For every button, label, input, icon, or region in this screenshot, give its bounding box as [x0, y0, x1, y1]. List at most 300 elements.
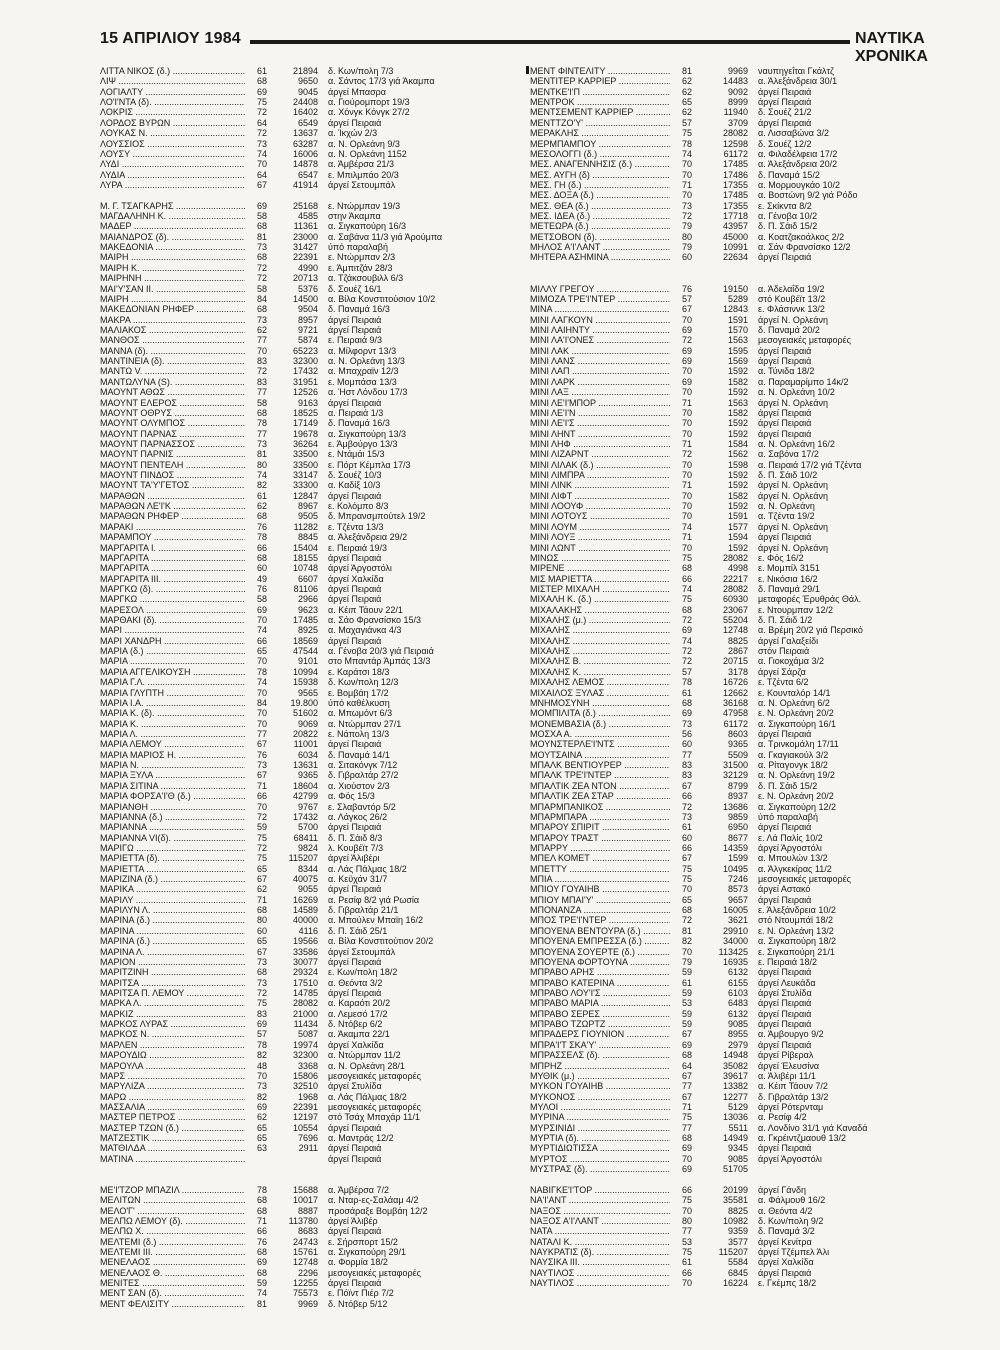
build-year: 62	[681, 107, 692, 118]
tonnage: 4990	[297, 262, 318, 273]
ship-row	[100, 1081, 510, 1091]
ship-status: άργεί Ρίβεραλ	[758, 1050, 814, 1061]
ship-status: άργεί Πειραιά	[758, 345, 812, 356]
ship-row	[100, 470, 510, 480]
ship-row	[530, 646, 990, 656]
ship-status: α. Άμβέρσα 7/2	[328, 1184, 389, 1195]
ship-name: ΜΑΚΕΔΟΝΙΑΝ ΡΗΦΕΡ .....	[100, 304, 245, 314]
build-year: 68	[681, 905, 692, 916]
build-year: 72	[256, 987, 267, 998]
ship-name: ΜΑΟΥΝΤ ΟΛΥΜΠΟΣ .....	[100, 418, 245, 428]
ship-name: ΜΑΔΕΡ .....	[100, 221, 245, 231]
build-year: 66	[256, 542, 267, 553]
ship-name: ΜΑΡΙΑ ΣΙΤΙΝΑ .....	[100, 781, 245, 791]
ship-name: ΜΕΣ. ΑΝΑΓΕΝΝΗΣΙΣ (δ.) .....	[530, 159, 670, 169]
ship-name: ΜΙΣΤΕΡ ΜΙΧΑΛΗ .....	[530, 584, 670, 594]
ship-row	[100, 833, 510, 843]
tonnage: 1592	[727, 387, 748, 398]
ship-status: α. Ήστ Λόνδου 17/3	[328, 387, 408, 398]
tonnage: 14483	[722, 76, 748, 87]
ship-name: ΜΠΑΛΚ ΤΡΕ'Ι'ΝΤΕΡ .....	[530, 770, 670, 780]
build-year: 68	[256, 905, 267, 916]
build-year: 80	[256, 915, 267, 926]
build-year: 70	[681, 511, 692, 522]
ship-name: ΜΠΑΡΜΠΑΡΑ .....	[530, 812, 670, 822]
ship-row	[530, 221, 990, 231]
ship-name: ΜΕΝΕΛΑΟΣ Θ. .....	[100, 1268, 245, 1278]
ship-name: ΜΙΝΙ ΛΕ'Ι'Ν .....	[530, 408, 670, 418]
tonnage: 20822	[292, 729, 318, 739]
ship-name: ΜΟΥΝΣΤΕΡΛΕ'Ι'ΝΤΣ .....	[530, 739, 670, 749]
tonnage: 41914	[292, 179, 318, 190]
ship-status: α. Ν. Ορλεάνη 19/2	[758, 770, 835, 781]
build-year: 68	[681, 1133, 692, 1144]
ship-name: ΜΠΟΣ ΤΡΕ'Ι'ΝΤΕΡ .....	[530, 915, 670, 925]
ship-row	[530, 1009, 990, 1019]
tonnage: 33147	[292, 470, 318, 481]
ship-row	[530, 315, 990, 325]
ship-name: ΜΟΣΧΑ Α. .....	[530, 729, 670, 739]
ship-name: ΜΙΧΑΛΗΣ .....	[530, 646, 670, 656]
build-year: 69	[681, 345, 692, 356]
list-spacer	[100, 190, 510, 200]
ship-row	[100, 1133, 510, 1143]
ship-name: ΜΑΡΙΤΣΑ Π. ΛΕΜΟΥ .....	[100, 988, 245, 998]
ship-name: ΜΑΡΙΟΝ .....	[100, 957, 245, 967]
build-year: 80	[681, 231, 692, 242]
ship-row	[530, 139, 990, 149]
tonnage: 16935	[722, 956, 748, 967]
ship-name: ΜΑΡΙΛΥ .....	[100, 895, 245, 905]
tonnage: 9359	[727, 1226, 748, 1237]
ship-status: άργεί Πειραιά	[328, 552, 382, 563]
tonnage: 115207	[718, 1246, 748, 1257]
ship-row	[100, 170, 510, 180]
build-year: 71	[256, 780, 267, 791]
ship-name: ΜΑΝΝΑ (δ). .....	[100, 346, 245, 356]
tonnage: 16006	[292, 148, 318, 159]
ship-name: ΜΑΡΚΙΖ .....	[100, 1009, 245, 1019]
list-spacer	[530, 1174, 990, 1184]
ship-row	[100, 636, 510, 646]
ship-row	[530, 1019, 990, 1029]
ship-status: στό Τσάχ Μπαχάρ 11/1	[328, 1112, 420, 1123]
ship-name: ΜΑΡΙΝΑ (δ.) .....	[100, 915, 245, 925]
ship-name: ΜΙΝΙ ΛΗΦ .....	[530, 439, 670, 449]
build-year: 69	[256, 200, 267, 211]
ship-row	[530, 791, 990, 801]
ship-row	[100, 802, 510, 812]
ship-status: α. Πειραιά 17/2 γιά Τζέντα	[758, 459, 862, 470]
tonnage: 5289	[727, 293, 748, 304]
ship-name: ΜΕΝΤ ΣΑΝ (δ). .....	[100, 1288, 245, 1298]
ship-name: ΜΑΡΙ .....	[100, 625, 245, 635]
tonnage: 6547	[297, 169, 318, 180]
tonnage: 23067	[722, 604, 748, 615]
ship-row	[530, 377, 990, 387]
ship-status: α. Κεϋχάν 31/7	[328, 874, 388, 885]
ship-row	[100, 1143, 510, 1153]
tonnage: 17355	[722, 200, 748, 211]
ship-status: α. Γένοβα 10/2	[758, 211, 818, 222]
ship-status: άργεί Αστακό	[758, 884, 811, 895]
ship-name: ΜΕΡΑΚΛΗΣ .....	[530, 128, 670, 138]
tonnage: 5129	[727, 1101, 748, 1112]
ship-status: α. Βρέμη 20/2 γιά Περσικό	[758, 625, 863, 636]
ship-status: α. Ν. Ορλεάνη 1152	[328, 148, 407, 159]
ship-status: α. Καδίξ 10/3	[328, 480, 381, 491]
ship-row	[100, 605, 510, 615]
tonnage: 6845	[727, 1267, 748, 1278]
ship-row	[100, 501, 510, 511]
build-year: 67	[681, 1091, 692, 1102]
ship-name: ΜΑΙΑΝΔΡΟΣ (δ). .....	[100, 232, 245, 242]
ship-status: ε. Τζέντα 13/3	[328, 521, 384, 532]
ship-status: α. Τζέντα 19/2	[758, 511, 815, 522]
ship-row	[100, 118, 510, 128]
ship-name: ΜΑΡΩ .....	[100, 1092, 245, 1102]
build-year: 59	[256, 822, 267, 833]
ship-row	[100, 366, 510, 376]
build-year: 68	[681, 563, 692, 574]
ship-name: ΜΠΡΑΒΟ ΜΑΡΙΑ .....	[530, 998, 670, 1008]
ship-status: άργεί Πειραιά	[328, 397, 382, 408]
tonnage: 8573	[727, 884, 748, 895]
tonnage: 15688	[292, 1184, 318, 1195]
ship-name: ΜΑΡΟΥΛΑ .....	[100, 1061, 245, 1071]
tonnage: 14785	[292, 987, 318, 998]
build-year: 70	[681, 190, 692, 201]
build-year: 60	[256, 563, 267, 574]
tonnage: 6950	[727, 822, 748, 833]
ship-name: ΜΙΝΙ ΛΙΜΠΡΑ .....	[530, 470, 670, 480]
ship-name: ΜΑΡΙΑ Ι.Α. .....	[100, 698, 245, 708]
ship-row	[100, 1185, 510, 1195]
tonnage: 10748	[292, 563, 318, 574]
ship-status: άργεί Πειραιά	[758, 894, 812, 905]
ship-name: ΜΑΟΥΝΤ ΑΘΩΣ .....	[100, 387, 245, 397]
ship-status: α. Άμβέρσα 21/3	[328, 159, 394, 170]
ship-row	[530, 232, 990, 242]
ship-row	[530, 1226, 990, 1236]
ship-status: ε. Κολόμπο 8/3	[328, 501, 389, 512]
list-spacer	[530, 263, 990, 273]
publication-title: ΝΑΥΤΙΚΑ ΧΡΟΝΙΚΑ	[855, 30, 928, 65]
build-year: 58	[256, 211, 267, 222]
ship-status: άργεί Κενίτρα	[758, 1236, 812, 1247]
ship-name: ΜΙΛΛΥ ΓΡΕΓΟΥ .....	[530, 284, 670, 294]
ship-row	[530, 429, 990, 439]
build-year: 70	[681, 946, 692, 957]
ship-row	[100, 926, 510, 936]
ship-row	[530, 128, 990, 138]
build-year: 66	[681, 573, 692, 584]
ship-name: ΜΕΡΜΠΑΜΠΟΥ .....	[530, 139, 670, 149]
ship-row	[530, 107, 990, 117]
ship-name: ΜΑΡΙΑ (δ.) .....	[100, 646, 245, 656]
build-year: 61	[681, 822, 692, 833]
ship-name: ΜΑΡΙΑ ΦΟΡΣΑ'Ι'Θ (δ.) .....	[100, 791, 245, 801]
ship-status: άργεί Πειραιά	[758, 428, 812, 439]
ship-status: άργεί Γάνδη	[758, 1184, 807, 1195]
ship-status: άργεί Σάρζα	[758, 666, 806, 677]
ship-row	[100, 128, 510, 138]
ship-status: δ. Μπρανσμπούτελ 19/2	[328, 511, 426, 522]
ship-name: ΜΕ'Ι'ΤΖΟΡ ΜΠΑΖΙΛ .....	[100, 1185, 245, 1195]
build-year: 67	[256, 179, 267, 190]
ship-status: α. Ρίταγονγκ 18/2	[758, 760, 828, 771]
ship-status: ε. Μομπάσα 13/3	[328, 376, 397, 387]
ship-row	[100, 781, 510, 791]
ship-name: ΜΠΙΟΥ ΜΠΑΙ'Υ' .....	[530, 895, 670, 905]
ship-name: ΜΙΝΙ ΛΑΞ .....	[530, 387, 670, 397]
build-year: 58	[256, 397, 267, 408]
ship-name: ΜΙΧΑΛΗΣ Κ. .....	[530, 667, 670, 677]
ship-row	[100, 553, 510, 563]
build-year: 75	[256, 832, 267, 843]
ship-name: ΜΕΝΙΤΕΣ .....	[100, 1278, 245, 1288]
ship-status: μεσογειακές μεταφορές	[328, 1267, 421, 1278]
build-year: 75	[681, 1246, 692, 1257]
ship-name: ΝΑΥΣΙΚΑ ΙΙΙ. .....	[530, 1257, 670, 1267]
ship-row	[100, 822, 510, 832]
tonnage: 8799	[727, 780, 748, 791]
ship-row	[530, 252, 990, 262]
ship-name: ΜΠΡΑΒΟ ΚΑΤΕΡΙΝΑ .....	[530, 978, 670, 988]
tonnage: 28082	[722, 583, 748, 594]
ship-status: α. Άλεξάνδρεια 20/2	[758, 159, 838, 170]
tonnage: 9859	[727, 811, 748, 822]
ship-status: στην Άκαμπα	[328, 211, 381, 222]
ship-row	[100, 947, 510, 957]
build-year: 70	[256, 718, 267, 729]
ship-status: ε. Φλάσιννκ 13/2	[758, 304, 825, 315]
build-year: 58	[256, 594, 267, 605]
ship-status: ύπό καθέλκυση	[328, 697, 390, 708]
tonnage: 12277	[722, 1091, 748, 1102]
build-year: 68	[681, 604, 692, 615]
tonnage: 12526	[292, 387, 318, 398]
ship-row	[100, 1226, 510, 1236]
ship-name: ΜΑΡΑΘΩΝ ΡΗΦΕΡ .....	[100, 511, 245, 521]
ship-status: άργεί Ν. Ορλεάνη	[758, 521, 829, 532]
ship-row	[530, 978, 990, 988]
tonnage: 6155	[727, 977, 748, 988]
ship-row	[100, 532, 510, 542]
tonnage: 15761	[292, 1246, 318, 1257]
ship-row	[100, 915, 510, 925]
ship-status: μεσογειακές μεταφορές	[328, 1070, 421, 1081]
ship-row	[100, 1019, 510, 1029]
tonnage: 5874	[297, 335, 318, 346]
build-year: 80	[256, 459, 267, 470]
ship-row	[530, 1247, 990, 1257]
tonnage: 10994	[292, 666, 318, 677]
tonnage: 6607	[297, 573, 318, 584]
build-year: 65	[681, 894, 692, 905]
ship-name: ΜΠΕΛ ΚΟΜΕΤ .....	[530, 853, 670, 863]
ship-status: α. Μίλφορντ 13/3	[328, 345, 397, 356]
tonnage: 22634	[722, 252, 748, 263]
ship-status: α. Τζάκσουβιλλ 6/3	[328, 273, 404, 284]
ship-row	[100, 615, 510, 625]
tonnage: 45000	[722, 231, 748, 242]
ship-row	[530, 915, 990, 925]
tonnage: 19150	[722, 283, 748, 294]
ship-name: ΜΕΝΤΤΖΟ'Υ' .....	[530, 118, 670, 128]
build-year: 83	[681, 770, 692, 781]
ship-status: ε. Πειραιά 18/2	[758, 956, 818, 967]
ship-row	[530, 656, 990, 666]
ship-name: ΜΑΝΤΙΝΕΙΑ (δ). .....	[100, 356, 245, 366]
build-year: 68	[256, 252, 267, 263]
ship-row	[100, 543, 510, 553]
ship-status: ε. Γκέμπς 18/2	[758, 1278, 817, 1289]
ship-row	[530, 1257, 990, 1267]
ship-status: άργεί Λευκάδα	[758, 977, 816, 988]
ship-row	[100, 429, 510, 439]
ship-name: ΜΟΜΠΙΛΙΤΑ (δ.) .....	[530, 708, 670, 718]
tonnage: 22391	[292, 252, 318, 263]
ship-name: ΜΑΡΙΓΩ .....	[100, 843, 245, 853]
ship-row	[100, 1092, 510, 1102]
ship-name: ΜΙΧΑΛΗ Κ. (δ.) .....	[530, 594, 670, 604]
ship-row	[100, 97, 510, 107]
ship-name: ΜΙΝΙ ΛΟΥΜ .....	[530, 522, 670, 532]
build-year: 70	[681, 428, 692, 439]
ship-row	[100, 584, 510, 594]
build-year: 70	[681, 884, 692, 895]
ship-row	[530, 408, 990, 418]
ship-name: ΜΙΝΙ ΛΑΡΚ .....	[530, 377, 670, 387]
ship-name: ΜΗΤΕΡΑ ΑΣΗΜΙΝΑ .....	[530, 252, 670, 262]
tonnage: 6483	[727, 998, 748, 1009]
tonnage: 8955	[727, 1029, 748, 1040]
ship-status: α. Ίκχών 2/3	[328, 128, 378, 139]
ship-row	[100, 884, 510, 894]
ship-status: α. Ν. Ορλεάνη 28/1	[328, 1060, 405, 1071]
build-year: 69	[681, 708, 692, 719]
ship-name: ΜΑΤΖΕΣΤΙΚ .....	[100, 1133, 245, 1143]
build-year: 61	[681, 977, 692, 988]
ship-name: ΜΑΡΛΕΝ .....	[100, 1040, 245, 1050]
ship-status: α. Λονδίνο 31/1 γιά Καναδά	[758, 1122, 868, 1133]
build-year: 69	[256, 86, 267, 97]
ship-status: α. Σιγκαπούρη 16/3	[328, 221, 407, 232]
tonnage: 34000	[722, 936, 748, 947]
ship-row	[100, 491, 510, 501]
tonnage: 8999	[727, 97, 748, 108]
ship-row	[100, 460, 510, 470]
tonnage: 51602	[292, 708, 318, 719]
ship-list-right-column	[530, 66, 990, 1288]
build-year: 74	[681, 583, 692, 594]
build-year: 66	[681, 842, 692, 853]
build-year: 64	[256, 117, 267, 128]
build-year: 67	[681, 1070, 692, 1081]
ship-status: δ. Παναμά 14/1	[328, 749, 390, 760]
ship-status: άργεί Πειραιά	[328, 1122, 382, 1133]
ship-name: ΜΙΝΙ ΛΑΝΣ .....	[530, 356, 670, 366]
tonnage: 1569	[727, 356, 748, 367]
build-year: 81	[681, 66, 692, 76]
ship-status: α. Γιοκοχάμα 3/2	[758, 656, 825, 667]
build-year: 56	[681, 729, 692, 739]
ship-status: ε. Ντώρμπαν 2/3	[328, 252, 396, 263]
ship-row	[100, 284, 510, 294]
ship-status: άργεί Πειραιά	[758, 1008, 812, 1019]
tonnage: 1570	[727, 324, 748, 335]
tonnage: 1577	[727, 521, 748, 532]
tonnage: 9565	[297, 687, 318, 698]
tonnage: 13686	[722, 801, 748, 812]
ship-status: ε. Νάπολη 13/3	[328, 729, 390, 739]
ship-name: ΜΝΗΜΟΣΥΝΗ .....	[530, 698, 670, 708]
build-year: 62	[256, 884, 267, 895]
ship-row	[530, 543, 990, 553]
build-year: 71	[681, 1101, 692, 1112]
tonnage: 9824	[297, 842, 318, 853]
build-year: 72	[681, 656, 692, 667]
build-year: 82	[256, 1091, 267, 1102]
tonnage: 19678	[292, 428, 318, 439]
ship-status: άργεί Πειραιά	[758, 998, 812, 1009]
ship-row	[530, 770, 990, 780]
build-year: 81	[681, 925, 692, 936]
ship-row	[530, 998, 990, 1008]
ship-name: ΜΑΓΔΑΛΗΝΗ Κ. .....	[100, 211, 245, 221]
tonnage: 9045	[297, 86, 318, 97]
ship-row	[100, 356, 510, 366]
tonnage: 28082	[292, 998, 318, 1009]
tonnage: 18155	[292, 552, 318, 563]
ship-name: ΝΑΤΑ .....	[530, 1226, 670, 1236]
build-year: 69	[681, 1039, 692, 1050]
ship-row	[100, 1102, 510, 1112]
tonnage: 28082	[722, 552, 748, 563]
ship-status: άργεί Πειραιά	[758, 86, 812, 97]
ship-name: ΜΕΣ. ΑΥΓΗ (δ) .....	[530, 170, 670, 180]
tonnage: 14878	[292, 159, 318, 170]
tonnage: 12843	[722, 304, 748, 315]
tonnage: 32300	[292, 356, 318, 367]
ship-row	[530, 1112, 990, 1122]
ship-name: ΜΠΙΟΥ ΓΟΥΑΙΗΒ .....	[530, 884, 670, 894]
build-year: 70	[681, 407, 692, 418]
ship-status: δ. Σουέζ 10/3	[328, 470, 382, 481]
tonnage: 39617	[722, 1070, 748, 1081]
ship-status: α. Ν. Ορλεάνη 10/2	[758, 387, 835, 398]
build-year: 75	[681, 863, 692, 874]
ship-row	[100, 522, 510, 532]
build-year: 69	[681, 1143, 692, 1154]
ship-status: δ. Π. Σάιδ 15/2	[758, 221, 818, 232]
ship-row	[530, 170, 990, 180]
tonnage: 24743	[292, 1236, 318, 1247]
ship-name: ΜΙΣ ΜΑΡΙΕΤΤΑ .....	[530, 574, 670, 584]
ship-row	[530, 667, 990, 677]
ship-name: ΜΙΜΟΖΑ ΤΡΕ'Ι'ΝΤΕΡ .....	[530, 294, 670, 304]
ship-row	[100, 252, 510, 262]
ship-name: ΛΟΥΚΑΣ Ν. .....	[100, 128, 245, 138]
ship-row	[530, 480, 990, 490]
build-year: 78	[256, 532, 267, 543]
ship-status: α. Βίλα Κονστιτούτιον 20/2	[328, 936, 434, 947]
ship-status: άργεί Πειραιά	[328, 884, 382, 895]
tonnage: 20715	[722, 656, 748, 667]
ship-row	[100, 1216, 510, 1226]
ship-row	[530, 66, 990, 76]
